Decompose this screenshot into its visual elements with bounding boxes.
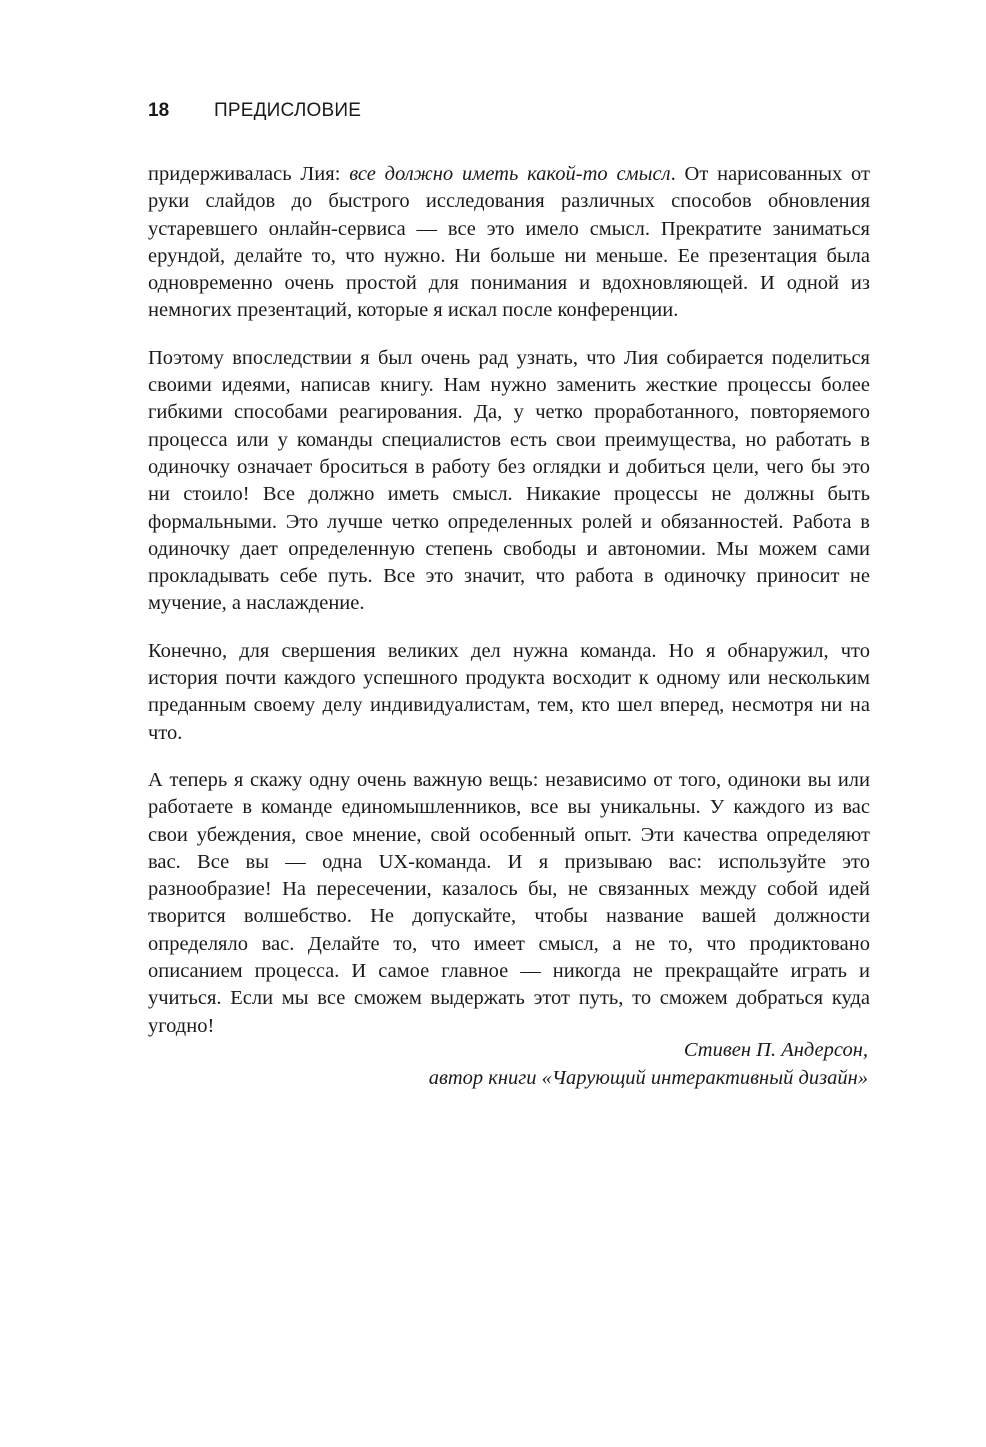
paragraph-2: Поэтому впоследствии я был очень рад узнать, что Лия собирается поделиться своими идеями, написав книгу. Нам нужно заменить жесткие процессы более гибкими способами реагирования. Да, у четко проработанного, повторяемого процесса или у команды специалистов есть свои преимущества, но работать в одиночку означает броситься в работу без оглядки и добиться цели, чего бы это ни стоило! Все должно иметь смысл. Никакие процессы не должны быть формальными. Это лучше четко определенных ролей и обязанностей. Работа в одиночку дает определенную степень свободы и автономии. Мы можем сами прокладывать себе путь. Все это значит, что работа в одиночку приносит не мучение, а наслаждение. bbox=[148, 346, 870, 615]
paragraph-3: Конечно, для свершения великих дел нужна команда. Но я обнаружил, что история почти каждого успешного продукта восходит к одному или нескольким преданным своему делу индивидуалистам, тем, кто шел вперед, несмотря ни на что. bbox=[148, 639, 870, 744]
running-head bbox=[148, 98, 361, 124]
body-text bbox=[148, 161, 870, 1060]
signature-credit: автор книги «Чарующий интерактивный дизайн» bbox=[428, 1067, 868, 1089]
paragraph-1 bbox=[148, 161, 870, 325]
page-number: 18 bbox=[148, 100, 170, 121]
paragraph-1-italic-phrase: все должно иметь какой-то смысл bbox=[349, 163, 671, 185]
paragraph-1-lead: придерживалась Лия: bbox=[148, 163, 350, 185]
signature-author: Стивен П. Андерсон, bbox=[683, 1039, 868, 1061]
paragraph-4: А теперь я скажу одну очень важную вещь: независимо от того, одиноки вы или работаете в команде единомышленников, все вы уникальны. У каждого из вас свои убеждения, свое мнение, свой особенный опыт. Эти качества определяют вас. Все вы — одна UX-команда. И я призываю вас: используйте это разнообразие! На пересечении, казалось бы, не связанных между собой идей творится волшебство. Не допускайте, чтобы название вашей должности определяло вас. Делайте то, что имеет смысл, а не то, что продиктовано описанием процесса. И самое главное — никогда не прекращайте играть и учиться. Если мы все сможем выдержать этот путь, то сможем добраться куда угодно! bbox=[148, 768, 870, 1037]
paragraph-1-rest: . От нарисованных от руки слайдов до быстрого исследования различных способов обновления устаревшего онлайн-сервиса — все это имело смысл. Прекратите заниматься ерундой, делайте то, что нужно. Ни больше ни меньше. Ее презентация была одновременно очень простой для понимания и вдохновляющей. И одной из немногих презентаций, которые я искал после конференции. bbox=[148, 163, 870, 322]
signature bbox=[429, 1036, 868, 1092]
section-title: ПРЕДИСЛОВИЕ bbox=[214, 100, 362, 121]
